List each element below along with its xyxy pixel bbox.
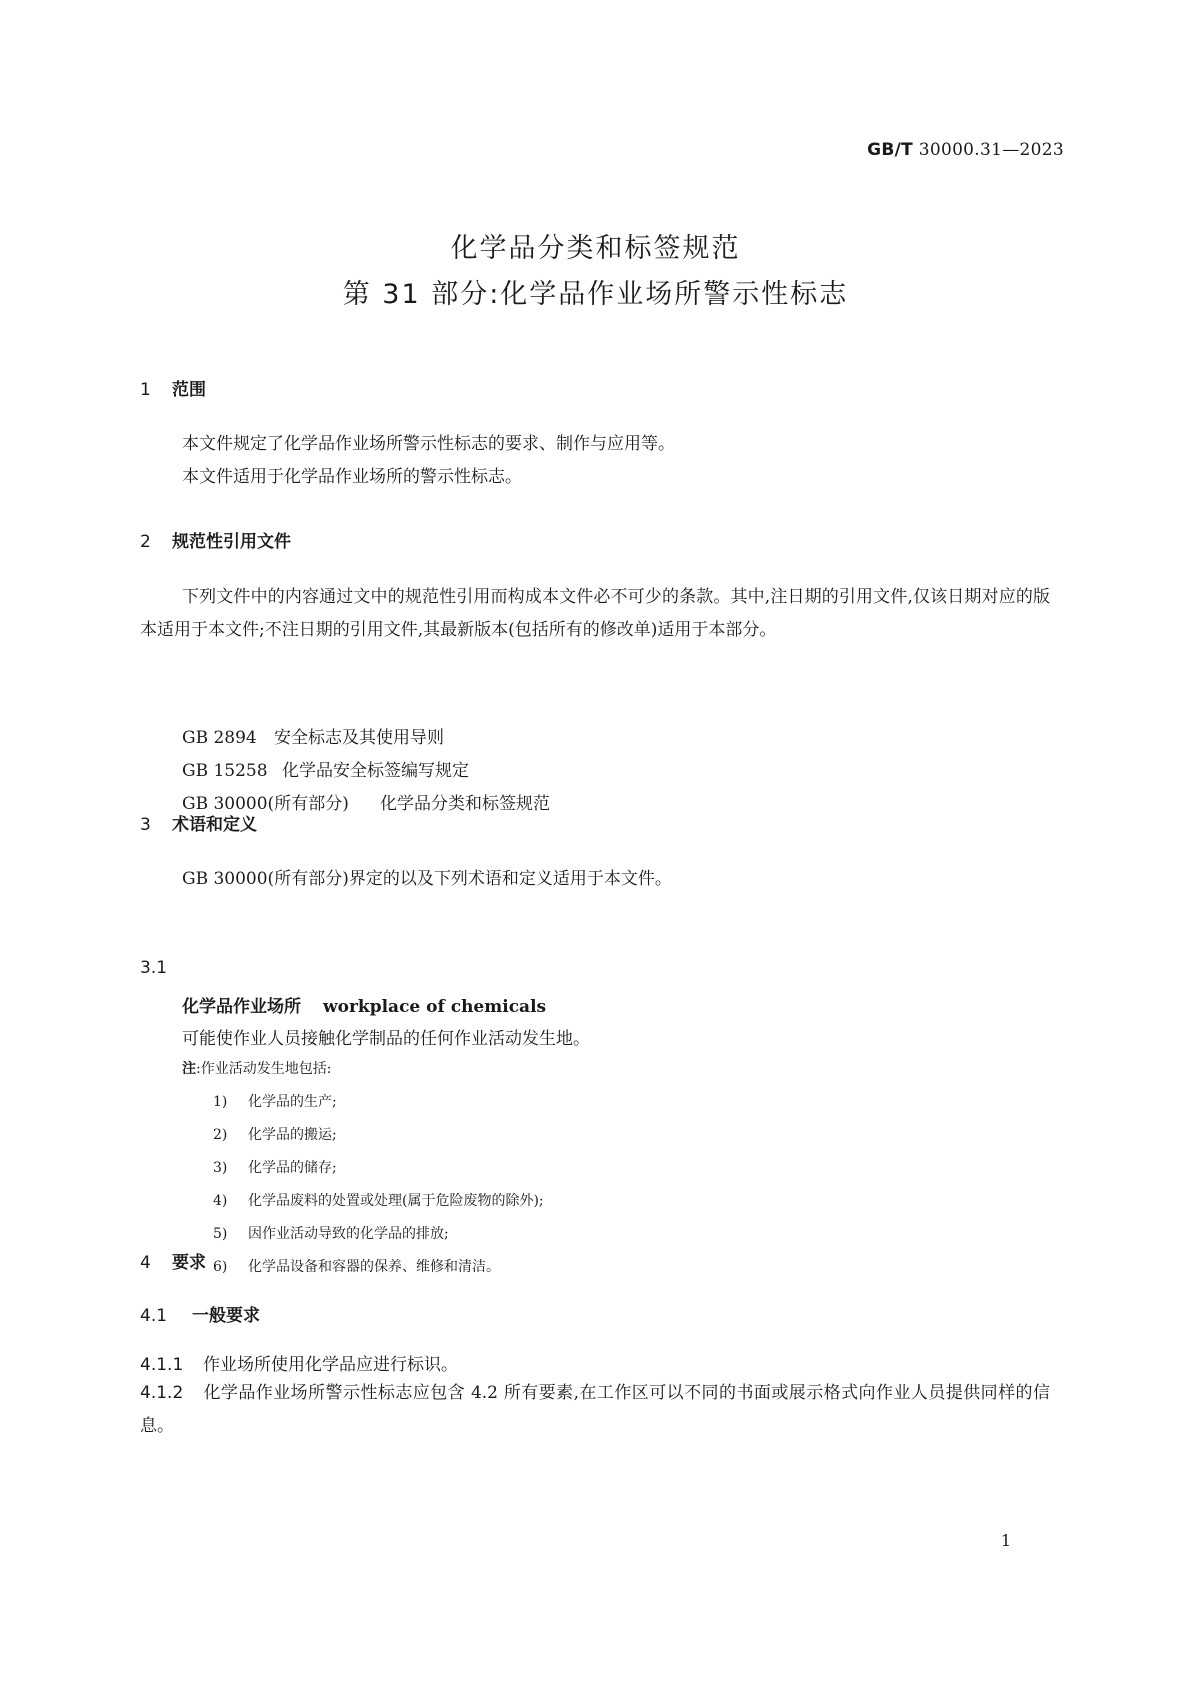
reference-item: GB 30000(所有部分) 化学品分类和标签规范 xyxy=(182,794,550,814)
document-title-line2: 第 31 部分:化学品作业场所警示性标志 xyxy=(342,279,849,310)
section-1-paragraph: 本文件规定了化学品作业场所警示性标志的要求、制作与应用等。 xyxy=(182,434,675,454)
document-title-line1: 化学品分类和标签规范 xyxy=(450,233,741,264)
note-item: 5) 因作业活动导致的化学品的排放; xyxy=(213,1226,449,1242)
subsection-4-1-heading: 4.1 一般要求 xyxy=(140,1306,260,1326)
normative-references-list xyxy=(182,722,550,821)
section-3-intro: GB 30000(所有部分)界定的以及下列术语和定义适用于本文件。 xyxy=(182,869,672,889)
section-1-paragraph: 本文件适用于化学品作业场所的警示性标志。 xyxy=(182,467,522,487)
clause-4-1-1: 4.1.1 作业场所使用化学品应进行标识。 xyxy=(140,1355,458,1375)
term-name-en: workplace of chemicals xyxy=(323,997,547,1017)
note-item: 3) 化学品的储存; xyxy=(213,1160,337,1176)
section-4-heading: 4 要求 xyxy=(140,1253,206,1273)
clause-4-1-2: 4.1.2 化学品作业场所警示性标志应包含 4.2 所有要素,在工作区可以不同的书面或展示格式向作业人员提供同样的信息。 xyxy=(140,1383,1050,1436)
section-2-heading: 2 规范性引用文件 xyxy=(140,532,291,552)
term-number: 3.1 xyxy=(140,958,168,978)
term-entry xyxy=(182,992,546,1017)
section-1-heading: 1 范围 xyxy=(140,380,206,400)
term-definition: 可能使作业人员接触化学制品的任何作业活动发生地。 xyxy=(182,1029,590,1049)
page-number: 1 xyxy=(1000,1531,1011,1550)
note-item: 6) 化学品设备和容器的保养、维修和清洁。 xyxy=(213,1259,500,1275)
section-3-heading: 3 术语和定义 xyxy=(140,815,257,835)
note-heading: 注:作业活动发生地包括: xyxy=(182,1061,332,1077)
reference-item: GB 2894 安全标志及其使用导则 xyxy=(182,728,444,748)
term-name-zh: 化学品作业场所 xyxy=(182,997,301,1017)
note-list xyxy=(213,1086,544,1284)
note-item: 2) 化学品的搬运; xyxy=(213,1127,337,1143)
note-item: 4) 化学品废料的处置或处理(属于危险废物的除外); xyxy=(213,1193,544,1209)
note-item: 1) 化学品的生产; xyxy=(213,1094,337,1110)
standard-code: GB/T 30000.31—2023 xyxy=(867,140,1064,160)
section-2-intro: 下列文件中的内容通过文中的规范性引用而构成本文件必不可少的条款。其中,注日期的引用文件,仅该日期对应的版本适用于本文件;不注日期的引用文件,其最新版本(包括所有的修改单)适用于本部分。 xyxy=(140,587,1050,640)
reference-item: GB 15258 化学品安全标签编写规定 xyxy=(182,761,469,781)
